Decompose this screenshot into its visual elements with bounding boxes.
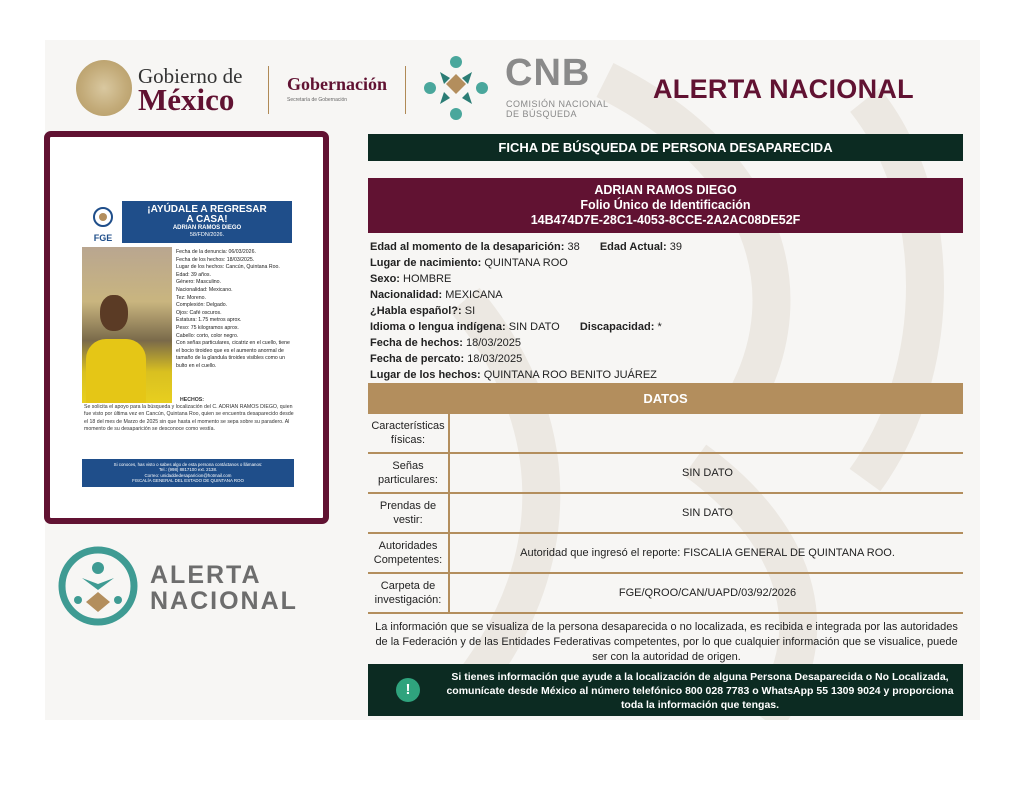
edad-actual-value: 39 bbox=[669, 241, 682, 253]
idioma-value: SIN DATO bbox=[508, 321, 560, 333]
poster-banner bbox=[122, 201, 292, 243]
datos-row-prendas bbox=[368, 494, 963, 534]
cnb-subtitle-line2: DE BÚSQUEDA bbox=[506, 109, 578, 119]
poster-footer-line: Tel.: (998) 8817100 ext. 2138. bbox=[158, 467, 218, 473]
nacionalidad-value: MEXICANA bbox=[445, 289, 503, 301]
gobierno-de-mexico-logo bbox=[76, 60, 266, 120]
habla-espanol-label: ¿Habla español?: bbox=[370, 305, 462, 317]
fecha-percato-value: 18/03/2025 bbox=[467, 353, 523, 365]
datos-row-value bbox=[452, 414, 963, 452]
poster-footer-line: Si conoces, has visto o sabes algo de esta persona contáctanos o llámanos: bbox=[113, 462, 263, 467]
info-row-fecha-percato bbox=[370, 352, 970, 366]
info-row-nacionalidad bbox=[370, 288, 970, 302]
cnb-subtitle-line1: COMISIÓN NACIONAL bbox=[506, 99, 609, 109]
datos-row-value: FGE/QROO/CAN/UAPD/03/92/2026 bbox=[618, 587, 797, 599]
alerta-word: ALERTA bbox=[150, 561, 262, 589]
sexo-value: HOMBRE bbox=[403, 273, 452, 285]
datos-row-label: Autoridades Competentes: bbox=[368, 534, 450, 572]
fge-label: FGE bbox=[93, 233, 113, 243]
person-photo-face bbox=[100, 295, 128, 331]
info-row-lugar-nacimiento bbox=[370, 256, 970, 270]
datos-row-label: Características físicas: bbox=[368, 414, 450, 452]
datos-row-value: Autoridad que ingresó el reporte: FISCALIA GENERAL DE QUINTANA ROO. bbox=[520, 547, 895, 559]
disclaimer-text: La información que se visualiza de la persona desaparecida o no localizada, es recibida e integrada por las autoridades de la Federación y de las Entidades Federativas competentes, por lo que cualquier información que se visualice, puede ser con la autoridad de origen. bbox=[375, 621, 958, 663]
help-contact-text: Si tienes información que ayude a la localización de alguna Persona Desaparecida o No Localizada, comunícate desde México al número telefónico 800 028 7783 o WhatsApp 55 1309 9024 y proporciona toda la información que tengas. bbox=[446, 671, 954, 711]
help-contact-bar bbox=[368, 664, 963, 716]
header-divider bbox=[268, 66, 269, 114]
discapacidad-label: Discapacidad: bbox=[579, 321, 655, 333]
datos-row-carpeta bbox=[368, 574, 963, 614]
poster-detail: Fecha de los hechos: 18/03/2025. bbox=[176, 256, 255, 263]
idioma-label: Idioma o lengua indígena: bbox=[370, 321, 506, 333]
poster-detail: Fecha de la denuncia: 06/03/2026. bbox=[176, 249, 256, 255]
poster-detail: Estatura: 1.75 metros aprox. bbox=[176, 317, 242, 324]
poster-hechos-label: HECHOS: bbox=[180, 397, 204, 403]
info-row-habla-espanol bbox=[370, 304, 970, 318]
datos-row-value: SIN DATO bbox=[682, 507, 733, 519]
gobernacion-subtitle: Secretaría de Gobernación bbox=[287, 97, 348, 103]
person-photo bbox=[82, 247, 172, 403]
poster-footer-line: Correo: unidaddedesaparicion@hotmail.com bbox=[144, 472, 232, 478]
poster-detail: Nacionalidad: Mexicano. bbox=[176, 286, 233, 293]
person-photo-shirt bbox=[86, 339, 146, 403]
folio-value: 14B474D7E-28C1-4053-8CCE-2A2AC08DE52F bbox=[530, 213, 801, 227]
lugar-hechos-value: QUINTANA ROO BENITO JUÁREZ bbox=[483, 369, 657, 381]
sexo-label: Sexo: bbox=[370, 273, 400, 285]
datos-row-label: Carpeta de investigación: bbox=[368, 574, 450, 612]
poster-hechos bbox=[84, 397, 294, 433]
cnb-flower-icon bbox=[420, 52, 492, 124]
info-row-sexo bbox=[370, 272, 970, 286]
poster-detail: Género: Masculino. bbox=[176, 279, 221, 286]
poster-detail: Lugar de los hechos: Cancún, Quintana Roo. bbox=[176, 264, 280, 271]
nacionalidad-label: Nacionalidad: bbox=[370, 289, 443, 301]
datos-title-bar: DATOS bbox=[368, 383, 963, 414]
alerta-nacional-logo-text bbox=[150, 562, 298, 614]
poster-hechos-text: Se solicita el apoyo para la búsqueda y localización del C. ADRIAN RAMOS DIEGO, quien fue visto por última vez en Cancún, Quintana Roo, quien se encuentra desaparecido desde el 18 del mes de Marzo de 2025 sin que hasta el momento se sepa sobre su paradero. Al momento de su desaparición se desconoce como vestía. bbox=[84, 404, 294, 432]
alerta-nacional-title: ALERTA NACIONAL bbox=[653, 74, 914, 104]
edad-desaparicion-value: 38 bbox=[567, 241, 580, 253]
lugar-hechos-label: Lugar de los hechos: bbox=[370, 369, 481, 381]
poster-detail: Con señas particulares, cicatriz en el cuello, tiene el bocio tiroideo que es el aumento anormal de tamaño de la glandula tiroides visibles como un bulto en el cuello. bbox=[176, 340, 290, 369]
datos-row-senas bbox=[368, 454, 963, 494]
poster-detail: Cabello: corto, color negro. bbox=[176, 332, 239, 339]
poster-banner-title-2: A CASA! bbox=[186, 214, 228, 225]
gobierno-text: Gobierno de bbox=[138, 64, 243, 88]
person-name-block bbox=[368, 178, 963, 233]
poster-detail: Edad: 39 años. bbox=[176, 271, 211, 278]
person-name: ADRIAN RAMOS DIEGO bbox=[594, 183, 737, 197]
info-row-edad bbox=[370, 240, 970, 254]
info-row-fecha-hechos bbox=[370, 336, 970, 350]
lugar-nacimiento-value: QUINTANA ROO bbox=[484, 257, 568, 269]
edad-desaparicion-label: Edad al momento de la desaparición: bbox=[370, 241, 565, 253]
fecha-hechos-value: 18/03/2025 bbox=[465, 337, 522, 349]
fecha-hechos-label: Fecha de hechos: bbox=[370, 337, 463, 349]
missing-person-poster bbox=[44, 131, 329, 524]
discapacidad-value: * bbox=[657, 321, 662, 333]
datos-row-value: SIN DATO bbox=[682, 467, 733, 479]
lugar-nacimiento-label: Lugar de nacimiento: bbox=[370, 257, 482, 269]
poster-detail: Complexión: Delgado. bbox=[176, 302, 228, 309]
datos-row-label: Señas particulares: bbox=[368, 454, 450, 492]
poster-banner-title: ¡AYÚDALE A REGRESAR bbox=[147, 204, 267, 215]
fecha-percato-label: Fecha de percato: bbox=[370, 353, 465, 365]
info-row-idioma bbox=[370, 320, 970, 334]
nacional-word: NACIONAL bbox=[150, 587, 298, 615]
habla-espanol-value: SI bbox=[464, 305, 476, 317]
poster-details bbox=[176, 249, 294, 371]
exclamation-icon: ! bbox=[396, 678, 420, 702]
cnb-subtitle bbox=[506, 99, 609, 119]
gobernacion-logo-text: Gobernación bbox=[287, 74, 388, 94]
poster-content bbox=[80, 195, 296, 487]
poster-footer-line: FISCALÍA GENERAL DEL ESTADO DE QUINTANA ROO bbox=[132, 478, 244, 484]
edad-actual-label: Edad Actual: bbox=[599, 241, 667, 253]
poster-banner-folio: 58/FDN/2026. bbox=[189, 232, 225, 238]
mexico-text: México bbox=[138, 82, 235, 117]
national-seal-icon bbox=[76, 60, 132, 116]
poster-banner-name: ADRIAN RAMOS DIEGO bbox=[172, 225, 242, 231]
cnb-title: CNB bbox=[505, 52, 591, 94]
poster-detail: Tez: Moreno. bbox=[176, 294, 206, 301]
fge-shield-icon bbox=[90, 205, 116, 247]
datos-row-autoridades bbox=[368, 534, 963, 574]
folio-label: Folio Único de Identificación bbox=[580, 198, 751, 212]
poster-footer bbox=[82, 459, 294, 487]
header-divider bbox=[405, 66, 406, 114]
datos-row-label: Prendas de vestir: bbox=[368, 494, 450, 532]
info-row-lugar-hechos bbox=[370, 368, 970, 382]
alerta-nacional-logo-icon bbox=[56, 544, 140, 628]
datos-row-caracteristicas bbox=[368, 414, 963, 454]
poster-detail: Peso: 75 kilogramos aprox. bbox=[176, 324, 239, 331]
ficha-title-bar: FICHA DE BÚSQUEDA DE PERSONA DESAPARECIDA bbox=[368, 134, 963, 161]
poster-detail: Ojos: Café oscuros. bbox=[176, 309, 222, 316]
